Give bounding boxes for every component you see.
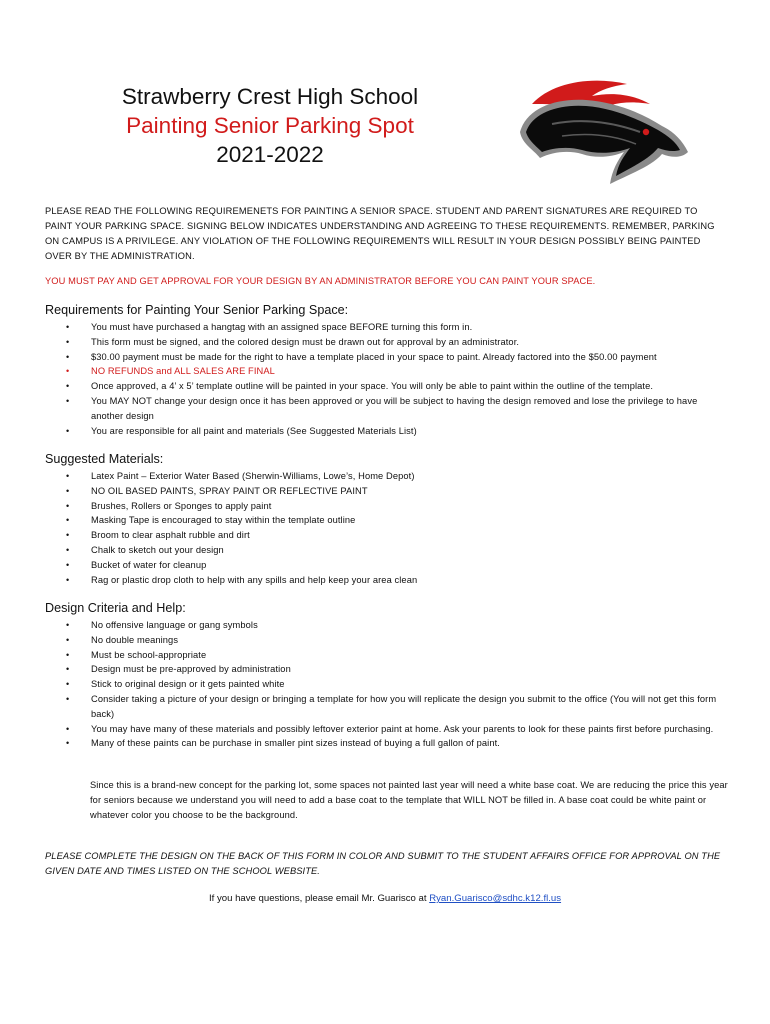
bullet-icon: • <box>66 351 70 362</box>
list-item: • Stick to original design or it gets painted white <box>66 677 730 692</box>
title-block <box>90 82 450 169</box>
submission-instructions: PLEASE COMPLETE THE DESIGN ON THE BACK OF THIS FORM IN COLOR AND SUBMIT TO THE STUDENT AFFAIRS OFFICE FOR APPROVAL ON THE GIVEN DATE AND TIMES LISTED ON THE SCHOOL WEBSITE. <box>45 851 721 876</box>
bullet-icon: • <box>66 471 70 481</box>
list-item: • Brushes, Rollers or Sponges to apply paint <box>66 499 730 514</box>
list-item: • $30.00 payment must be made for the right to have a template placed in your space to paint. Already factored into the $50.00 payment <box>66 350 730 365</box>
bullet-icon: • <box>66 515 70 526</box>
bullet-icon: • <box>66 559 70 570</box>
intro-paragraph: PLEASE READ THE FOLLOWING REQUIREMENETS FOR PAINTING A SENIOR SPACE. STUDENT AND PARENT SIGNATURES ARE REQUIRED TO PAINT YOUR PARKING SPACE. SIGNING BELOW INDICATES UNDERSTANDING AND AGREEING TO THESE REQUIREMENTS. REMEMBER, PARKING ON CAMPUS IS A PRIVILEGE. ANY VIOLATION OF THE FOLLOWING REQUIREMENTS WILL RESULT IN YOUR DESIGN POSSIBLY BEING PAINTED OVER BY THE ADMINISTRATION. <box>45 206 715 261</box>
bullet-icon: • <box>66 381 70 392</box>
bullet-icon: • <box>66 322 70 332</box>
list-item: • No offensive language or gang symbols <box>66 618 730 633</box>
bullet-icon: • <box>66 693 70 704</box>
list-item: • Rag or plastic drop cloth to help with any spills and help keep your area clean <box>66 573 730 588</box>
charger-horse-head-logo-icon <box>512 74 692 186</box>
bullet-icon: • <box>66 485 70 496</box>
payment-warning: YOU MUST PAY AND GET APPROVAL FOR YOUR DESIGN BY AN ADMINISTRATOR BEFORE YOU CAN PAINT YOUR SPACE. <box>45 276 596 286</box>
list-item: • Consider taking a picture of your design or bringing a template for how you will replicate the design you submit to the office (You will not get this form back) <box>66 693 717 719</box>
list-item-no-refunds: • NO REFUNDS and ALL SALES ARE FINAL <box>66 364 730 379</box>
list-item: • Broom to clear asphalt rubble and dirt <box>66 528 730 543</box>
materials-heading: Suggested Materials: <box>45 452 164 466</box>
list-item: • Chalk to sketch out your design <box>66 543 730 558</box>
list-item: • Latex Paint – Exterior Water Based (Sherwin-Williams, Lowe’s, Home Depot) <box>66 469 730 484</box>
criteria-heading: Design Criteria and Help: <box>45 601 186 615</box>
bullet-icon: • <box>66 395 70 406</box>
list-item: • You must have purchased a hangtag with an assigned space BEFORE turning this form in. <box>66 320 730 335</box>
criteria-list <box>66 618 730 751</box>
contact-line <box>0 892 770 906</box>
bullet-icon: • <box>66 738 70 749</box>
base-coat-note: Since this is a brand-new concept for the parking lot, some spaces not painted last year will need a white base coat. We are reducing the price this year for seniors because we understand you will need to add a base coat to the template that WILL NOT be filled in. A base coat could be white paint or whatever color you choose to be the background. <box>90 780 728 820</box>
school-year: 2021-2022 <box>216 142 324 167</box>
bullet-icon: • <box>66 664 70 675</box>
list-item: • You are responsible for all paint and materials (See Suggested Materials List) <box>66 424 730 439</box>
bullet-icon: • <box>66 544 70 555</box>
list-item: • No double meanings <box>66 633 730 648</box>
list-item: • You MAY NOT change your design once it has been approved or you will be subject to having the design removed and lose the privilege to have another design <box>66 395 698 421</box>
list-item: • Many of these paints can be purchase in smaller pint sizes instead of buying a full gallon of paint. <box>66 736 730 751</box>
requirements-heading: Requirements for Painting Your Senior Parking Space: <box>45 303 349 317</box>
list-item: • Bucket of water for cleanup <box>66 558 730 573</box>
bullet-icon: • <box>66 679 70 690</box>
bullet-icon: • <box>66 649 70 660</box>
list-item: • This form must be signed, and the colored design must be drawn out for approval by an administrator. <box>66 335 730 350</box>
list-item: • Design must be pre-approved by administration <box>66 662 730 677</box>
bullet-icon: • <box>66 500 70 511</box>
bullet-icon: • <box>66 530 70 541</box>
list-item: • Must be school-appropriate <box>66 648 730 663</box>
contact-text: If you have questions, please email Mr. Guarisco at <box>208 893 430 904</box>
requirements-list <box>66 320 730 438</box>
email-link[interactable]: Ryan.Guarisco@sdhc.k12.fl.us <box>429 893 562 904</box>
list-item: • NO OIL BASED PAINTS, SPRAY PAINT OR REFLECTIVE PAINT <box>66 484 730 499</box>
materials-list <box>66 469 730 587</box>
bullet-icon: • <box>66 723 70 734</box>
list-item: • Masking Tape is encouraged to stay within the template outline <box>66 513 730 528</box>
list-item: • You may have many of these materials and possibly leftover exterior paint at home. Ask your parents to look for these paints first before purchasing. <box>66 722 730 737</box>
bullet-icon: • <box>66 336 70 347</box>
bullet-icon: • <box>66 366 70 377</box>
bullet-icon: • <box>66 620 70 630</box>
form-title: Painting Senior Parking Spot <box>126 113 414 138</box>
school-name: Strawberry Crest High School <box>121 84 419 109</box>
bullet-icon: • <box>66 634 70 645</box>
bullet-icon: • <box>66 574 70 585</box>
list-item: • Once approved, a 4’ x 5’ template outline will be painted in your space. You will only be able to paint within the outline of the template. <box>66 379 730 394</box>
bullet-icon: • <box>66 425 70 436</box>
